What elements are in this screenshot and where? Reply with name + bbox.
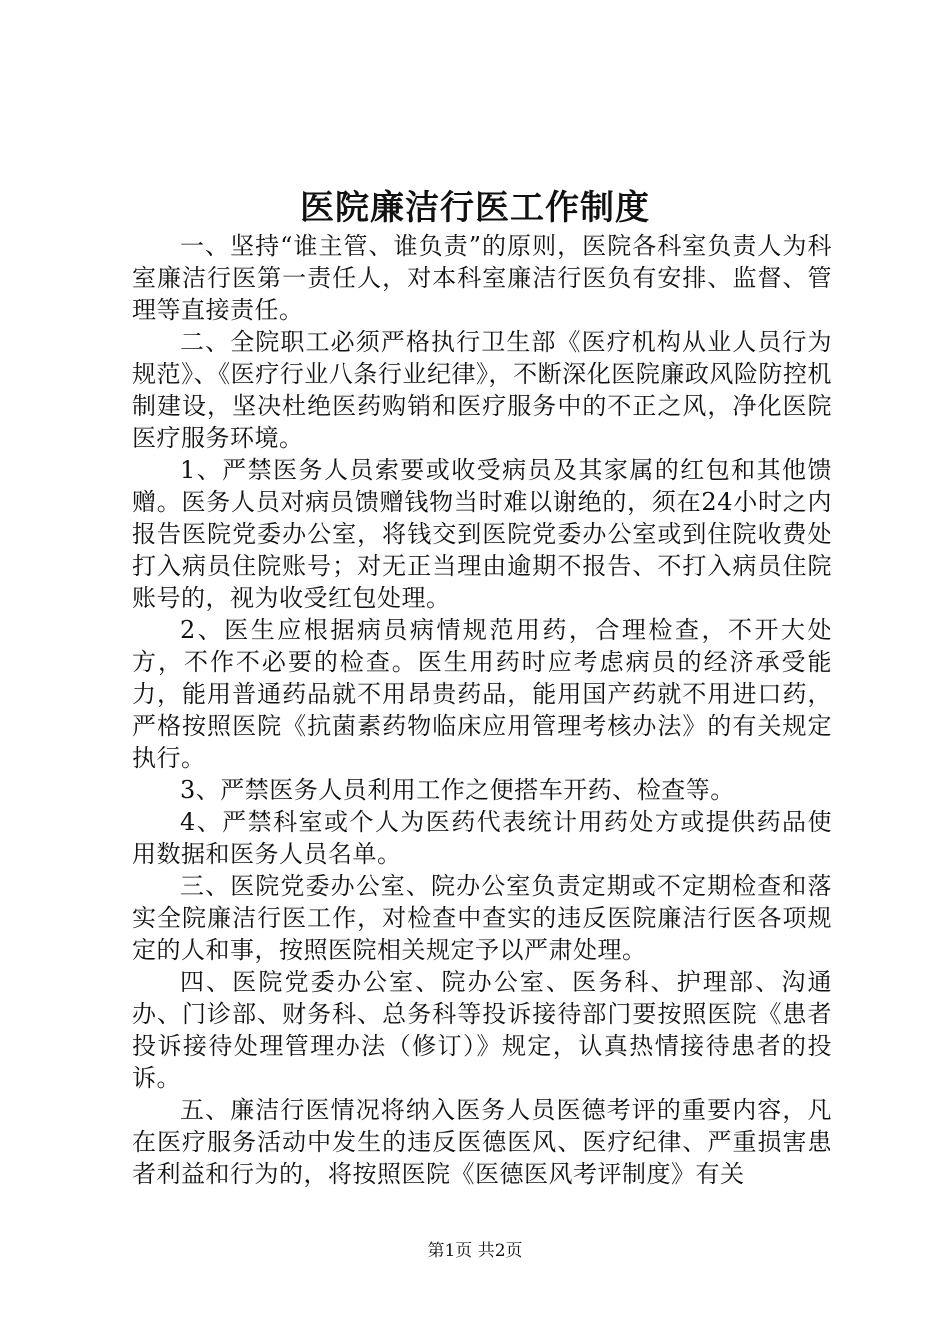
paragraph-2-item-3: 3、严禁医务人员利用工作之便搭车开药、检查等。 [180,776,735,804]
paragraph-5: 五、廉洁行医情况将纳入医务人员医德考评的重要内容，凡在医疗服务活动中发生的违反医德医风、医疗纪律、严重损害患者利益和行为的，将按照医院《医德医风考评制度》有关 [132,1096,832,1188]
paragraph-2-item-4: 4、严禁科室或个人为医药代表统计用药处方或提供药品使用数据和医务人员名单。 [132,808,832,868]
document-title: 医院廉洁行医工作制度 [300,188,650,228]
paragraph-2-item-2: 2、医生应根据病员病情规范用药，合理检查，不开大处方，不作不必要的检查。医生用药时应考虑病员的经济承受能力，能用普通药品就不用昂贵药品，能用国产药就不用进口药，严格按照医院《抗菌素药物临床应用管理考核办法》的有关规定执行。 [132,616,832,772]
page-number-footer: 第1页 共2页 [427,1241,523,1261]
paragraph-3: 三、医院党委办公室、院办公室负责定期或不定期检查和落实全院廉洁行医工作，对检查中查实的违反医院廉洁行医各项规定的人和事，按照医院相关规定予以严肃处理。 [132,872,832,964]
paragraph-2: 二、全院职工必须严格执行卫生部《医疗机构从业人员行为规范》、《医疗行业八条行业纪律》，不断深化医院廉政风险防控机制建设，坚决杜绝医药购销和医疗服务中的不正之风，净化医院医疗服务环境。 [132,328,832,452]
paragraph-1: 一、坚持“谁主管、谁负责”的原则，医院各科室负责人为科室廉洁行医第一责任人，对本科室廉洁行医负有安排、监督、管理等直接责任。 [132,232,832,324]
paragraph-4: 四、医院党委办公室、院办公室、医务科、护理部、沟通办、门诊部、财务科、总务科等投诉接待部门要按照医院《患者投诉接待处理管理办法（修订）》规定，认真热情接待患者的投诉。 [132,968,832,1092]
document-body [132,230,832,1190]
paragraph-2-item-1: 1、严禁医务人员索要或收受病员及其家属的红包和其他馈赠。医务人员对病员馈赠钱物当时难以谢绝的，须在24小时之内报告医院党委办公室，将钱交到医院党委办公室或到住院收费处打入病员住院账号；对无正当理由逾期不报告、不打入病员住院账号的，视为收受红包处理。 [132,456,832,612]
